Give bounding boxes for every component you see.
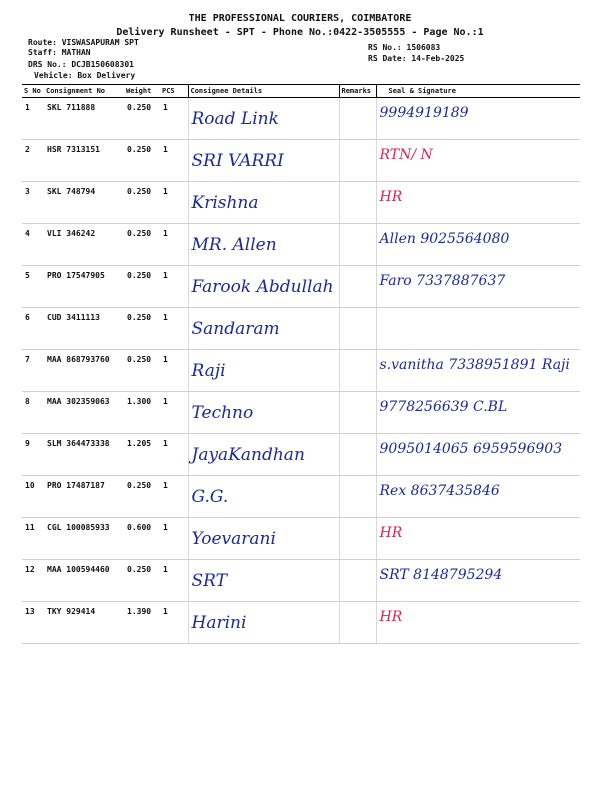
row-remarks — [339, 392, 376, 434]
consignee-handwriting: Yoevarani — [191, 529, 276, 549]
row-consignment-no: CGL 100085933 — [44, 518, 124, 560]
row-weight: 0.250 — [124, 308, 160, 350]
row-seal-signature — [376, 518, 580, 560]
row-consignment-no: SLM 364473338 — [44, 434, 124, 476]
row-sno: 3 — [22, 182, 44, 224]
consignee-handwriting: Raji — [191, 361, 226, 381]
row-remarks — [339, 308, 376, 350]
row-pcs: 1 — [160, 308, 188, 350]
runsheet-subtitle: Delivery Runsheet - SPT - Phone No.:0422-3505555 - Page No.:1 — [116, 27, 484, 38]
row-sno: 5 — [22, 266, 44, 308]
row-sno: 6 — [22, 308, 44, 350]
row-weight: 1.300 — [124, 392, 160, 434]
row-pcs: 1 — [160, 350, 188, 392]
table-row — [22, 476, 580, 518]
col-consignment: Consignment No — [44, 85, 124, 98]
row-consignee — [188, 98, 339, 140]
route-label: Route: VISWASAPURAM SPT — [28, 38, 139, 47]
row-consignee — [188, 518, 339, 560]
row-weight: 0.250 — [124, 266, 160, 308]
row-pcs: 1 — [160, 182, 188, 224]
row-seal-signature — [376, 308, 580, 350]
row-pcs: 1 — [160, 140, 188, 182]
row-sno: 9 — [22, 434, 44, 476]
row-sno: 10 — [22, 476, 44, 518]
row-seal-signature — [376, 98, 580, 140]
table-header — [22, 85, 580, 98]
row-sno: 8 — [22, 392, 44, 434]
row-remarks — [339, 182, 376, 224]
row-consignment-no: MAA 868793760 — [44, 350, 124, 392]
consignee-handwriting: Harini — [191, 613, 247, 633]
row-consignee — [188, 350, 339, 392]
consignee-handwriting: Road Link — [191, 109, 279, 129]
row-seal-signature — [376, 602, 580, 644]
table-row — [22, 518, 580, 560]
row-remarks — [339, 224, 376, 266]
row-consignment-no: TKY 929414 — [44, 602, 124, 644]
row-remarks — [339, 560, 376, 602]
consignee-handwriting: Sandaram — [191, 319, 280, 339]
row-sno: 12 — [22, 560, 44, 602]
table-row — [22, 350, 580, 392]
col-sno: S No — [22, 85, 44, 98]
row-consignee — [188, 140, 339, 182]
col-consignee: Consignee Details — [188, 85, 339, 98]
row-weight: 0.250 — [124, 560, 160, 602]
vehicle-label: Vehicle: Box Delivery — [34, 71, 136, 80]
row-remarks — [339, 476, 376, 518]
row-consignee — [188, 224, 339, 266]
row-sno: 13 — [22, 602, 44, 644]
row-seal-signature — [376, 434, 580, 476]
row-consignment-no: PRO 17487187 — [44, 476, 124, 518]
row-weight: 0.250 — [124, 140, 160, 182]
signature-handwriting: 9994919189 — [379, 105, 469, 121]
row-weight: 0.250 — [124, 476, 160, 518]
row-consignee — [188, 392, 339, 434]
row-remarks — [339, 518, 376, 560]
consignee-handwriting: G.G. — [191, 487, 229, 507]
table-row — [22, 98, 580, 140]
row-weight: 0.250 — [124, 350, 160, 392]
row-weight: 1.390 — [124, 602, 160, 644]
row-consignee — [188, 560, 339, 602]
col-seal: Seal & Signature — [376, 85, 580, 98]
table-row — [22, 182, 580, 224]
row-pcs: 1 — [160, 476, 188, 518]
signature-handwriting: Rex 8637435846 — [379, 483, 500, 499]
consignee-handwriting: Krishna — [191, 193, 259, 213]
row-consignee — [188, 308, 339, 350]
row-consignment-no: SKL 748794 — [44, 182, 124, 224]
table-row — [22, 602, 580, 644]
signature-handwriting: HR — [379, 609, 403, 625]
rs-number: RS No.: 1506083 — [368, 43, 441, 52]
row-consignment-no: CUD 3411113 — [44, 308, 124, 350]
consignee-handwriting: SRT — [191, 571, 227, 591]
staff-label: Staff: MATHAN — [28, 48, 91, 57]
row-seal-signature — [376, 224, 580, 266]
row-consignee — [188, 476, 339, 518]
table-row — [22, 560, 580, 602]
signature-handwriting: s.vanitha 7338951891 Raji — [379, 357, 570, 373]
row-weight: 0.250 — [124, 224, 160, 266]
drs-number: DRS No.: DCJB150608301 — [28, 60, 134, 69]
row-remarks — [339, 350, 376, 392]
table-row — [22, 224, 580, 266]
row-consignment-no: SKL 711888 — [44, 98, 124, 140]
row-sno: 1 — [22, 98, 44, 140]
table-row — [22, 266, 580, 308]
row-weight: 0.250 — [124, 98, 160, 140]
row-seal-signature — [376, 266, 580, 308]
row-consignee — [188, 266, 339, 308]
consignee-handwriting: Techno — [191, 403, 254, 423]
row-seal-signature — [376, 392, 580, 434]
row-pcs: 1 — [160, 224, 188, 266]
table-row — [22, 392, 580, 434]
consignee-handwriting: MR. Allen — [191, 235, 277, 255]
row-sno: 11 — [22, 518, 44, 560]
table-row — [22, 434, 580, 476]
row-seal-signature — [376, 560, 580, 602]
signature-handwriting: HR — [379, 189, 403, 205]
row-pcs: 1 — [160, 266, 188, 308]
row-weight: 1.205 — [124, 434, 160, 476]
consignee-handwriting: Farook Abdullah — [191, 277, 334, 297]
row-remarks — [339, 98, 376, 140]
runsheet-table — [22, 84, 580, 644]
signature-handwriting: Allen 9025564080 — [379, 231, 510, 247]
row-pcs: 1 — [160, 392, 188, 434]
row-consignment-no: MAA 100594460 — [44, 560, 124, 602]
consignee-handwriting: SRI VARRI — [191, 151, 284, 171]
row-sno: 7 — [22, 350, 44, 392]
table-row — [22, 308, 580, 350]
consignee-handwriting: JayaKandhan — [191, 445, 305, 465]
row-consignment-no: HSR 7313151 — [44, 140, 124, 182]
row-pcs: 1 — [160, 98, 188, 140]
table-row — [22, 140, 580, 182]
row-seal-signature — [376, 476, 580, 518]
row-seal-signature — [376, 350, 580, 392]
signature-handwriting: 9095014065 6959596903 — [379, 441, 563, 457]
row-pcs: 1 — [160, 434, 188, 476]
signature-handwriting: RTN/ N — [379, 147, 433, 163]
row-consignee — [188, 182, 339, 224]
row-weight: 0.250 — [124, 182, 160, 224]
col-remarks: Remarks — [339, 85, 376, 98]
signature-handwriting: Faro 7337887637 — [379, 273, 506, 289]
row-remarks — [339, 266, 376, 308]
row-sno: 4 — [22, 224, 44, 266]
col-pcs: PCS — [160, 85, 188, 98]
signature-handwriting: HR — [379, 525, 403, 541]
row-pcs: 1 — [160, 602, 188, 644]
row-sno: 2 — [22, 140, 44, 182]
row-seal-signature — [376, 182, 580, 224]
row-remarks — [339, 140, 376, 182]
row-consignment-no: MAA 302359063 — [44, 392, 124, 434]
row-weight: 0.600 — [124, 518, 160, 560]
rs-date: RS Date: 14-Feb-2025 — [368, 54, 465, 63]
row-consignment-no: PRO 17547905 — [44, 266, 124, 308]
row-remarks — [339, 602, 376, 644]
row-seal-signature — [376, 140, 580, 182]
row-consignee — [188, 602, 339, 644]
row-remarks — [339, 434, 376, 476]
row-pcs: 1 — [160, 560, 188, 602]
company-title: THE PROFESSIONAL COURIERS, COIMBATORE — [188, 13, 412, 24]
col-weight: Weight — [124, 85, 160, 98]
row-pcs: 1 — [160, 518, 188, 560]
row-consignment-no: VLI 346242 — [44, 224, 124, 266]
signature-handwriting: SRT 8148795294 — [379, 567, 503, 583]
row-consignee — [188, 434, 339, 476]
signature-handwriting: 9778256639 C.BL — [379, 399, 508, 415]
